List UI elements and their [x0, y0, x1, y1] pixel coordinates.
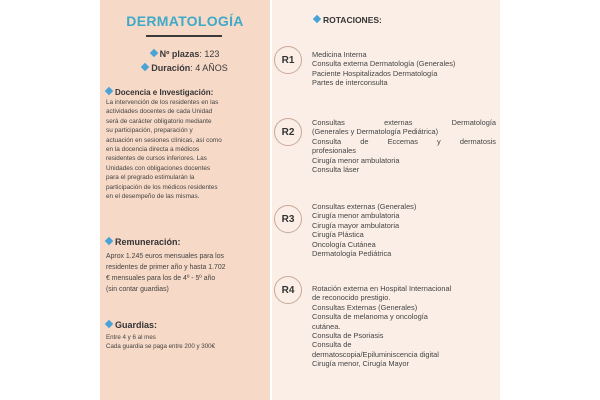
rotations-title: ROTACIONES:	[314, 15, 382, 25]
list-item: Consultas Externas (Generales)	[312, 302, 418, 312]
rotation-badge-r4: R4	[274, 276, 302, 304]
list-item: Paciente Hospitalizados Dermatología	[312, 68, 438, 78]
docencia-text: La intervención de los residentes en las actividades docentes de cada Unidad será de carácter obligatorio mediante su participación, preparación y actuación en sesiones clínicas, así como en la docencia directa a médicos residentes de cursos inferiores. Las Unidades con obligaciones docentes para el pregrado estimularán la participación de los médicos residentes en el desempeño de las mismas.	[106, 99, 222, 201]
list-item: cutánea.	[312, 321, 341, 331]
list-item: profesionales	[312, 146, 356, 156]
rotation-list-r1	[312, 50, 496, 88]
list-item: Consulta de Psoriasis	[312, 331, 384, 341]
duracion-value: : 4 AÑOS	[190, 63, 228, 73]
list-item: Consulta externa Dermatología (Generales)	[312, 59, 456, 69]
list-item: Consulta láser	[312, 165, 360, 175]
diamond-bullet-icon	[141, 63, 149, 71]
list-item: Cirugía menor ambulatoria	[312, 211, 400, 221]
list-item: Oncología Cutánea	[312, 239, 376, 249]
plazas-label: Nº plazas	[159, 49, 200, 59]
list-item: Partes de interconsulta	[312, 78, 388, 88]
plazas-value: : 123	[199, 49, 220, 59]
title-underline	[146, 35, 222, 37]
specialty-info-panel	[100, 0, 270, 400]
list-item: Rotación externa en Hospital Internacional	[312, 284, 452, 293]
guardias-heading: Guardias:	[106, 320, 157, 330]
list-item: Cirugía menor ambulatoria	[312, 155, 400, 165]
diamond-bullet-icon	[313, 15, 321, 23]
diamond-bullet-icon	[149, 49, 157, 57]
rotation-badge-r2: R2	[274, 118, 302, 146]
list-item: Dermatología Pediátrica	[312, 249, 392, 259]
list-item: Consulta de Eccemas y dermatosis	[312, 136, 496, 146]
list-item: dermatoscopia/Epiluminiscencia digital	[312, 349, 439, 359]
rotation-list-r2	[312, 118, 496, 174]
list-item: Cirugía menor, Cirugía Mayor	[312, 359, 409, 369]
guardias-text: Entre 4 y 6 al mes Cada guardia se paga entre 200 y 300€	[106, 334, 216, 351]
diamond-bullet-icon	[105, 237, 113, 245]
rotation-list-r4	[312, 284, 496, 369]
list-item: Cirugía mayor ambulatoria	[312, 220, 400, 230]
list-item: Consultas externas (Generales)	[312, 202, 417, 211]
duracion-label: Duración	[151, 63, 191, 73]
list-item: Consultas externas Dermatología	[312, 118, 496, 127]
rotation-badge-r3: R3	[274, 205, 302, 233]
rotation-badge-r1: R1	[274, 46, 302, 74]
remuneracion-text: Aprox 1.245 euros mensuales para los residentes de primer año y hasta 1.702 € mensuales para los de 4º - 5º año (sin contar guardias)	[106, 253, 226, 293]
docencia-heading: Docencia e Investigación:	[106, 88, 213, 97]
list-item: Cirugía Plástica	[312, 230, 364, 240]
list-item: Consulta de	[312, 340, 352, 350]
remuneracion-heading: Remuneración:	[106, 237, 181, 247]
duracion-row	[100, 63, 270, 73]
diamond-bullet-icon	[105, 320, 113, 328]
rotation-list-r3	[312, 202, 496, 258]
specialty-title: DERMATOLOGÍA	[126, 13, 244, 29]
list-item: (Generales y Dermatología Pediátrica)	[312, 127, 439, 137]
list-item: Medicina Interna	[312, 50, 367, 59]
list-item: Consulta de melanoma y oncología	[312, 312, 428, 322]
rotations-panel	[272, 0, 500, 400]
list-item: de reconocido prestigio.	[312, 293, 391, 303]
diamond-bullet-icon	[105, 87, 113, 95]
plazas-row	[100, 49, 270, 59]
